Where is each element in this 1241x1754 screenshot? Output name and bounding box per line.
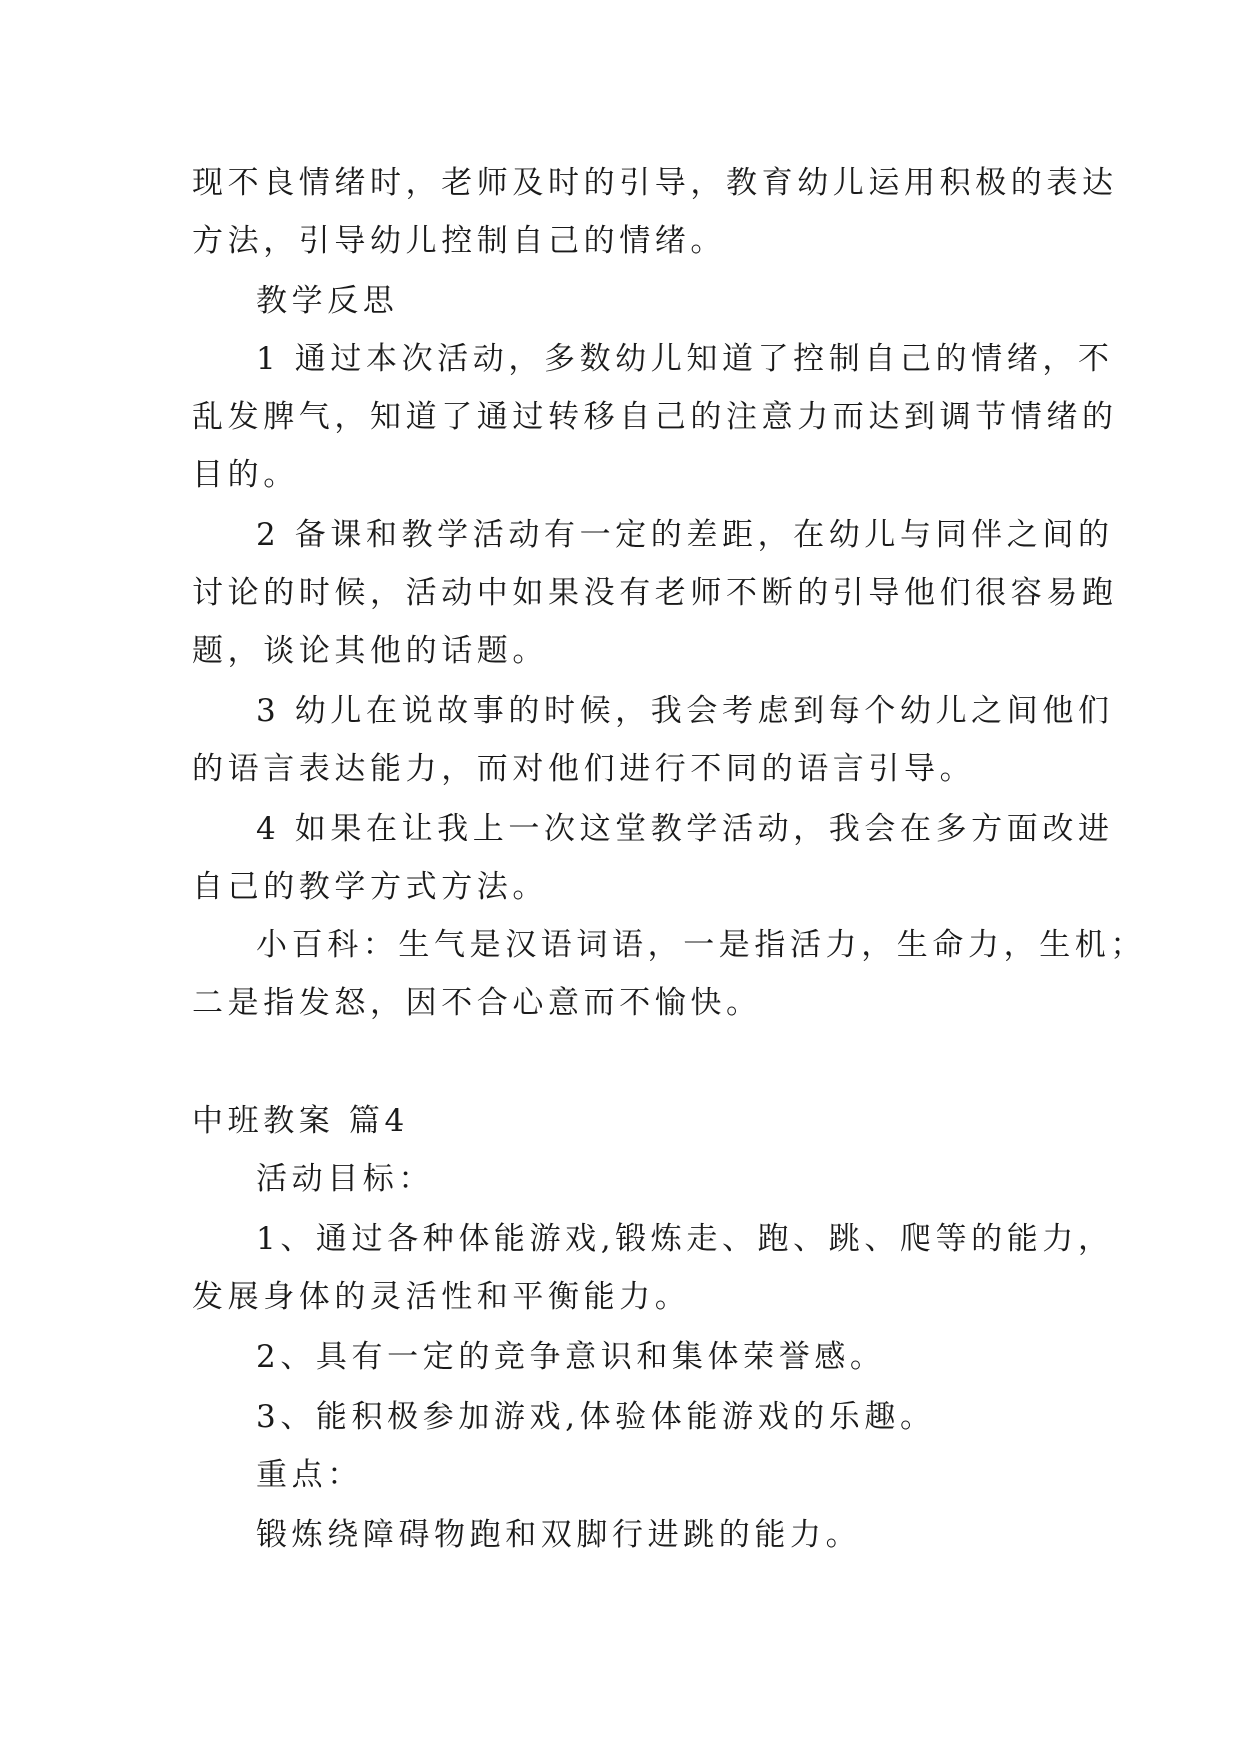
paragraph-line: 二是指发怒，因不合心意而不愉快。 (192, 985, 762, 1021)
paragraph-line: 小百科：生气是汉语词语，一是指活力，生命力，生机； (256, 927, 1146, 963)
section-heading: 活动目标： (256, 1161, 434, 1197)
article-title: 中班教案 篇4 (192, 1103, 409, 1139)
paragraph-line: 2 备课和教学活动有一定的差距，在幼儿与同伴之间的 (256, 517, 1114, 553)
paragraph-line: 讨论的时候，活动中如果没有老师不断的引导他们很容易跑 (192, 575, 1118, 611)
paragraph-line: 4 如果在让我上一次这堂教学活动，我会在多方面改进 (256, 811, 1114, 847)
paragraph-line: 的语言表达能力，而对他们进行不同的语言引导。 (192, 751, 976, 787)
paragraph-line: 目的。 (192, 457, 299, 493)
paragraph-line: 锻炼绕障碍物跑和双脚行进跳的能力。 (256, 1517, 862, 1553)
paragraph-line: 发展身体的灵活性和平衡能力。 (192, 1279, 691, 1315)
paragraph-line: 题，谈论其他的话题。 (192, 633, 548, 669)
paragraph-line: 3 幼儿在说故事的时候，我会考虑到每个幼儿之间他们 (256, 693, 1114, 729)
paragraph-line: 现不良情绪时，老师及时的引导，教育幼儿运用积极的表达 (192, 165, 1118, 201)
section-heading: 重点： (256, 1457, 363, 1493)
paragraph-line: 自己的教学方式方法。 (192, 869, 548, 905)
paragraph-line: 1、通过各种体能游戏,锻炼走、跑、跳、爬等的能力， (256, 1221, 1114, 1257)
paragraph-line: 乱发脾气，知道了通过转移自己的注意力而达到调节情绪的 (192, 399, 1118, 435)
section-heading: 教学反思 (256, 283, 399, 319)
paragraph-line: 3、能积极参加游戏,体验体能游戏的乐趣。 (256, 1399, 936, 1435)
paragraph-line: 1 通过本次活动，多数幼儿知道了控制自己的情绪，不 (256, 341, 1114, 377)
paragraph-line: 方法，引导幼儿控制自己的情绪。 (192, 223, 726, 259)
paragraph-line: 2、具有一定的竞争意识和集体荣誉感。 (256, 1339, 886, 1375)
